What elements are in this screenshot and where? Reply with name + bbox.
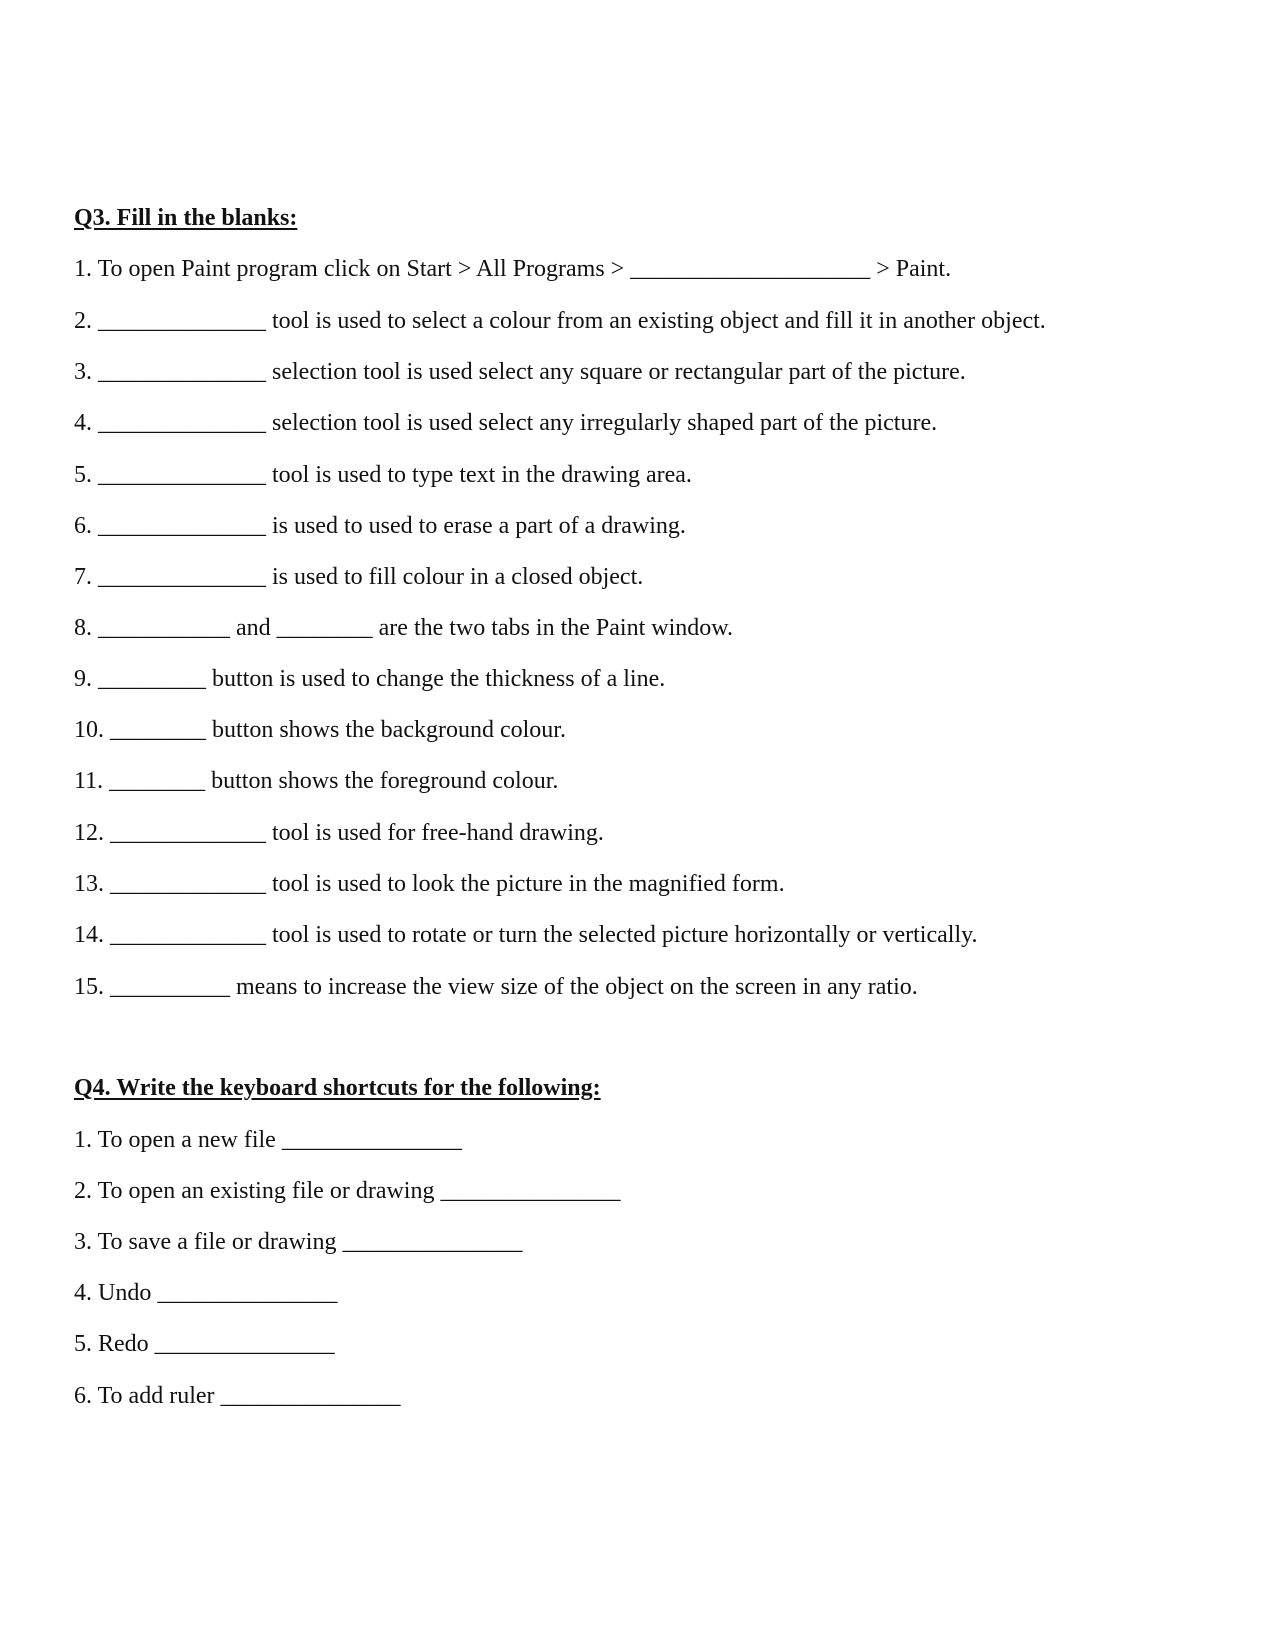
q3-item-10: 10. ________ button shows the background colour. [74,717,566,743]
q3-item-2: 2. ______________ tool is used to select a colour from an existing object and fill it in another object. [74,308,1046,334]
q4-item-5: 5. Redo _______________ [74,1331,335,1357]
q3-item-14: 14. _____________ tool is used to rotate or turn the selected picture horizontally or vertically. [74,922,978,948]
q4-item-1: 1. To open a new file _______________ [74,1127,462,1153]
q3-item-1: 1. To open Paint program click on Start > All Programs > ____________________ > Paint. [74,256,952,282]
q3-item-3: 3. ______________ selection tool is used select any square or rectangular part of the picture. [74,359,966,385]
q3-item-8: 8. ___________ and ________ are the two tabs in the Paint window. [74,615,734,641]
q4-item-3: 3. To save a file or drawing _______________ [74,1229,523,1255]
q3-item-4: 4. ______________ selection tool is used select any irregularly shaped part of the picture. [74,410,938,436]
q3-item-13: 13. _____________ tool is used to look the picture in the magnified form. [74,871,785,897]
q4-item-4: 4. Undo _______________ [74,1280,338,1306]
q3-item-5: 5. ______________ tool is used to type text in the drawing area. [74,462,692,488]
q3-item-7: 7. ______________ is used to fill colour in a closed object. [74,564,644,590]
q3-item-11: 11. ________ button shows the foreground colour. [74,768,559,794]
q3-item-15: 15. __________ means to increase the view size of the object on the screen in any ratio. [74,974,918,1000]
q4-heading: Q4. Write the keyboard shortcuts for the following: [74,1075,601,1101]
q3-item-6: 6. ______________ is used to used to erase a part of a drawing. [74,513,686,539]
q4-item-2: 2. To open an existing file or drawing _______________ [74,1178,621,1204]
q3-item-9: 9. _________ button is used to change the thickness of a line. [74,666,666,692]
q3-heading: Q3. Fill in the blanks: [74,205,298,231]
q4-item-6: 6. To add ruler _______________ [74,1383,401,1409]
q3-item-12: 12. _____________ tool is used for free-hand drawing. [74,820,604,846]
